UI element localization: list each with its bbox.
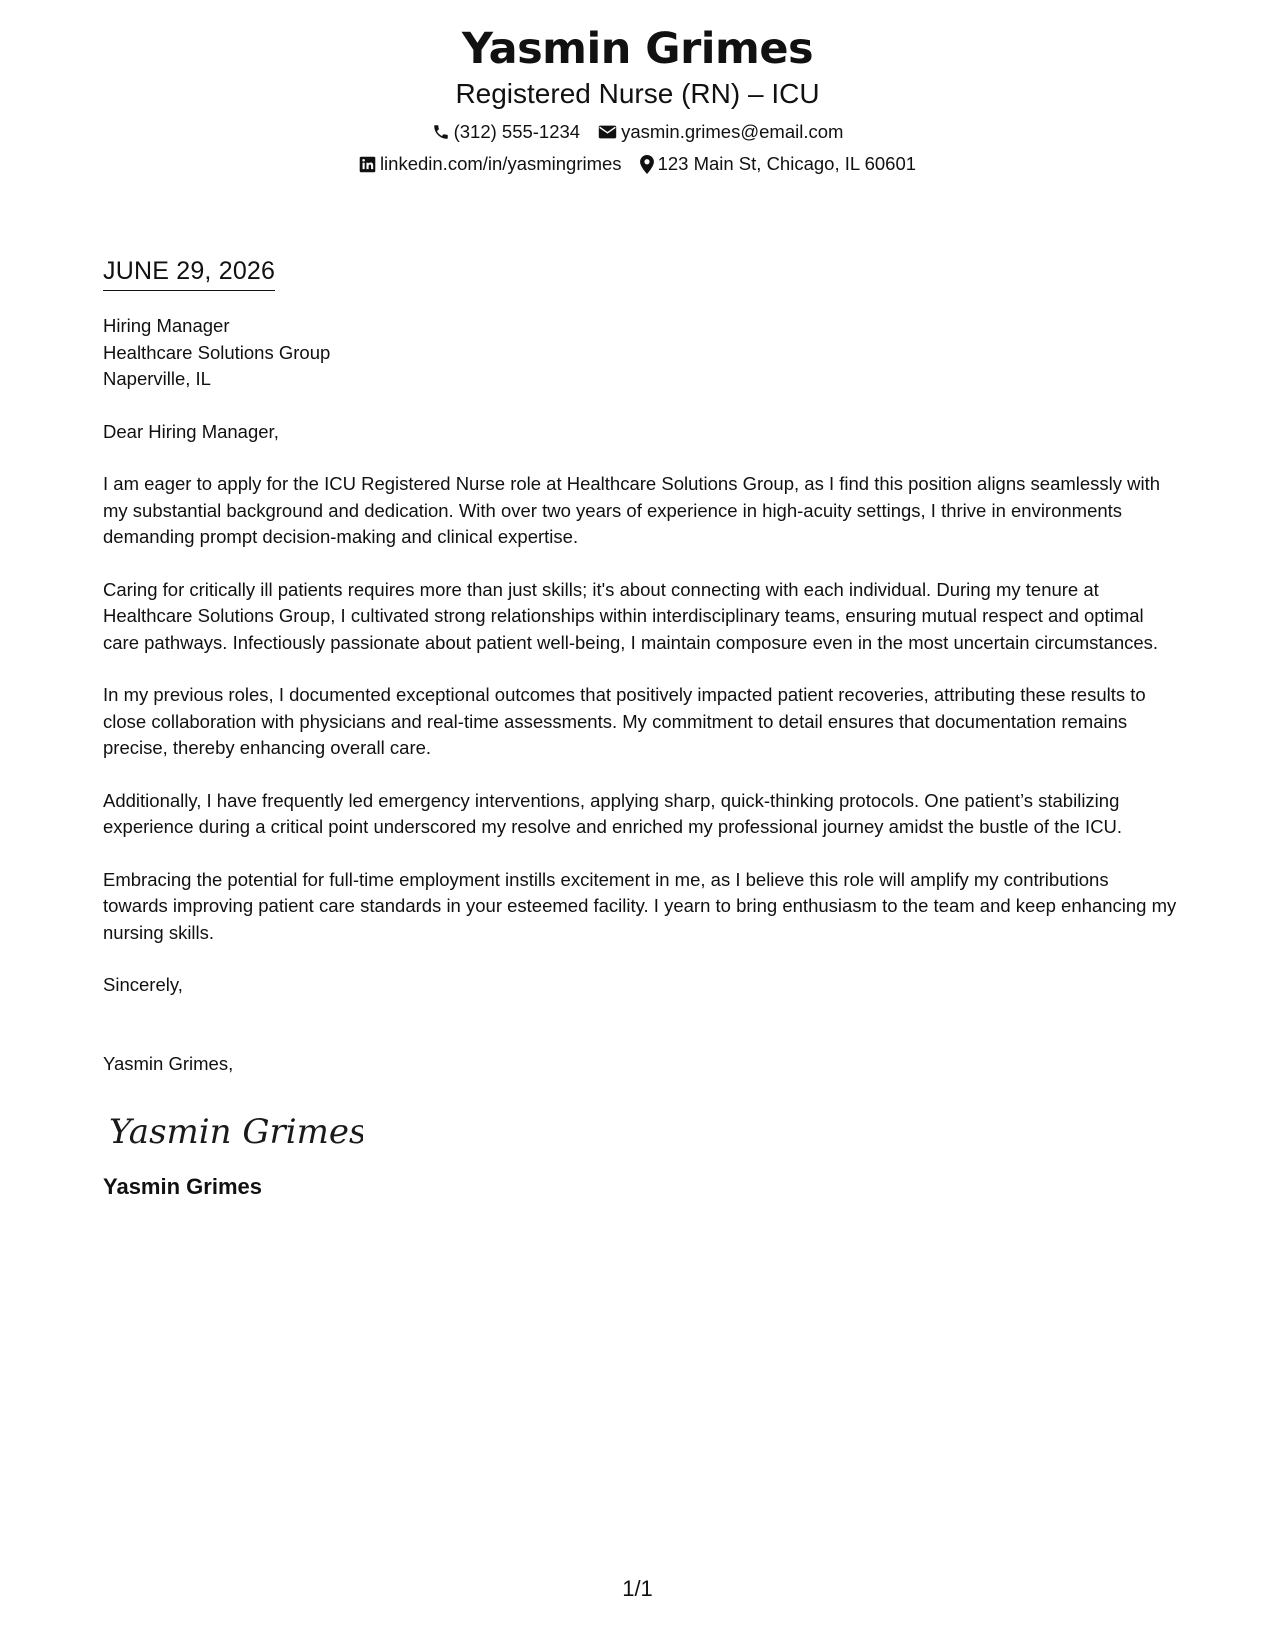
signature-glyphs: Yasmin Grimes xyxy=(109,1112,363,1152)
recipient-company: Healthcare Solutions Group xyxy=(103,341,331,363)
recipient-location: Naperville, IL xyxy=(103,368,211,389)
letter-header xyxy=(0,22,1275,176)
body-paragraph: Additionally, I have frequently led emergency interventions, applying sharp, quick-thinking protocols. One patient’s stabilizing experience during a critical point underscored my resolve and enriched my professional journey amidst the bustle of the ICU. xyxy=(103,789,1123,837)
map-pin-icon xyxy=(640,155,654,174)
phone-icon xyxy=(432,123,450,141)
printed-name: Yasmin Grimes xyxy=(103,1174,262,1199)
contact-phone xyxy=(432,120,581,144)
applicant-name: Yasmin Grimes xyxy=(461,24,814,74)
email-address: yasmin.grimes@email.com xyxy=(621,121,844,142)
body-paragraph: In my previous roles, I documented exceptional outcomes that positively impacted patient recoveries, attributing these results to close collaboration with physicians and real-time assessments. My commitment to detail ensures that documentation remains precise, thereby enhancing overall care. xyxy=(103,684,1146,758)
body-paragraph: I am eager to apply for the ICU Registered Nurse role at Healthcare Solutions Group, as I find this position aligns seamlessly with my substantial background and dedication. With over two years of experience in high-acuity settings, I thrive in environments demanding prompt decision-making and clinical expertise. xyxy=(103,473,1161,547)
closing: Sincerely, xyxy=(103,974,183,995)
letter-date: JUNE 29, 2026 xyxy=(103,257,276,285)
contact-linkedin xyxy=(359,152,622,176)
recipient-title: Hiring Manager xyxy=(103,315,230,336)
page-number: 1/1 xyxy=(622,1576,653,1601)
salutation: Dear Hiring Manager, xyxy=(103,420,279,442)
contact-email xyxy=(598,120,843,144)
recipient-block xyxy=(103,313,1178,393)
body-paragraph: Embracing the potential for full-time employment instills excitement in me, as I believe this role will amplify my contributions towards improving patient care standards in your esteemed facility. I yearn to bring enthusiasm to the team and keep enhancing my nursing skills. xyxy=(103,868,1177,943)
letter-body xyxy=(103,256,1178,1201)
handwritten-signature xyxy=(103,1103,363,1159)
linkedin-url: linkedin.com/in/yasmingrimes xyxy=(379,153,622,174)
contact-row-secondary xyxy=(0,152,1275,176)
applicant-role: Registered Nurse (RN) – ICU xyxy=(455,78,820,109)
envelope-icon xyxy=(598,124,617,140)
contact-row-primary xyxy=(0,120,1275,144)
body-paragraph: Caring for critically ill patients requires more than just skills; it's about connecting with each individual. During my tenure at Healthcare Solutions Group, I cultivated strong relationships within interdisciplinary teams, ensuring mutual respect and optimal care pathways. Infectiously passionate about patient well-being, I maintain composure even in the most uncertain circumstances. xyxy=(103,578,1159,653)
phone-number: (312) 555-1234 xyxy=(453,121,581,142)
signoff-name: Yasmin Grimes, xyxy=(103,1052,234,1074)
letter-date-block xyxy=(103,256,275,291)
linkedin-icon xyxy=(359,156,376,173)
street-address: 123 Main St, Chicago, IL 60601 xyxy=(657,153,917,174)
contact-address xyxy=(640,152,917,176)
